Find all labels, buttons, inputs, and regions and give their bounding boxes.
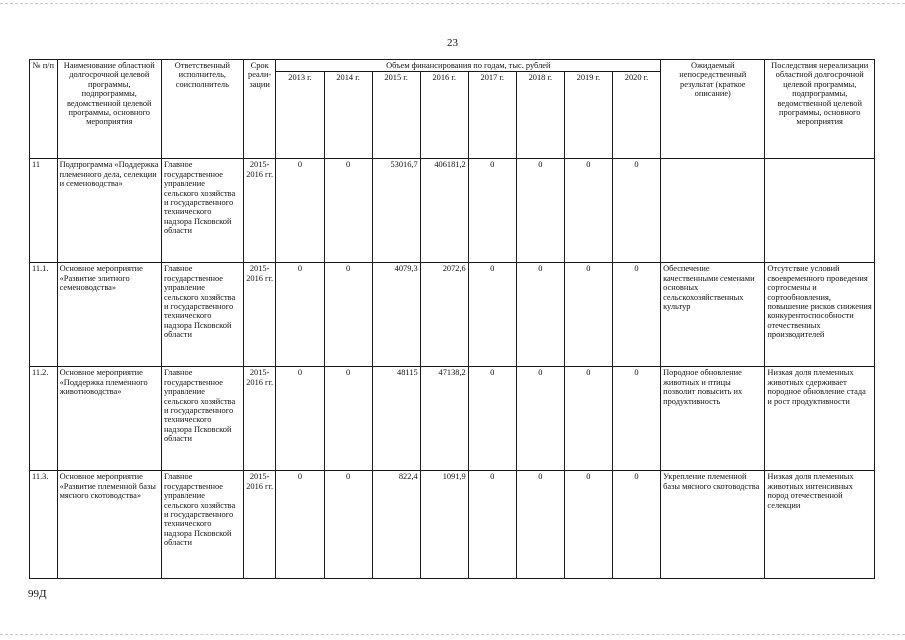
header-year: 2016 г. (420, 72, 468, 159)
row-value: 0 (468, 263, 516, 367)
row-term: 2015-2016 гг. (243, 367, 276, 471)
row-value: 0 (276, 367, 324, 471)
header-consequences: Последствия нереализации областной долгосрочной целевой программы, подпрограммы, ведомственной целевой программы, основного мероприятия (765, 60, 875, 159)
row-value: 0 (468, 471, 516, 579)
scan-edge-top (0, 3, 905, 4)
row-value: 53016,7 (372, 159, 420, 263)
row-value: 4079,3 (372, 263, 420, 367)
row-value: 0 (516, 263, 564, 367)
row-num: 11.3. (30, 471, 58, 579)
row-value: 0 (324, 367, 372, 471)
header-name: Наименование областной долгосрочной целевой программы, подпрограммы, ведомственной целевой программы, основного мероприятия (57, 60, 161, 159)
row-result: Породное обновление животных и птицы позволит повысить их продуктивность (661, 367, 765, 471)
page-number: 23 (447, 37, 458, 49)
row-num: 11.2. (30, 367, 58, 471)
row-value: 0 (324, 263, 372, 367)
row-value: 0 (564, 159, 612, 263)
row-term: 2015-2016 гг. (243, 263, 276, 367)
row-result: Укрепление племенной базы мясного скотоводства (661, 471, 765, 579)
header-year: 2015 г. (372, 72, 420, 159)
row-value: 0 (612, 367, 660, 471)
header-year: 2013 г. (276, 72, 324, 159)
table-row (30, 263, 875, 367)
row-value: 822,4 (372, 471, 420, 579)
row-result: Обеспечение качественными семенами основных сельскохозяйственных культур (661, 263, 765, 367)
row-value: 0 (468, 367, 516, 471)
row-name: Основное мероприятие «Развитие племенной базы мясного скотоводства» (57, 471, 161, 579)
table-row (30, 471, 875, 579)
row-responsible: Главное государственное управление сельского хозяйства и государственного технического надзора Псковской области (161, 159, 243, 263)
row-consequences: Низкая доля племенных животных интенсивных пород отечественной селекции (765, 471, 875, 579)
row-value: 0 (516, 471, 564, 579)
row-responsible: Главное государственное управление сельского хозяйства и государственного технического надзора Псковской области (161, 263, 243, 367)
row-value: 0 (564, 367, 612, 471)
row-value: 0 (564, 263, 612, 367)
row-consequences: Отсутствие условий своевременного проведения сортосмены и сортообновления, повышение рисков снижения конкурентоспособности отечественных производителей (765, 263, 875, 367)
row-value: 0 (516, 159, 564, 263)
header-year: 2020 г. (612, 72, 660, 159)
row-value: 0 (468, 159, 516, 263)
row-num: 11 (30, 159, 58, 263)
row-name: Основное мероприятие «Поддержка племенного животноводства» (57, 367, 161, 471)
row-value: 0 (324, 471, 372, 579)
row-term: 2015-2016 гг. (243, 159, 276, 263)
header-year: 2019 г. (564, 72, 612, 159)
row-name: Подпрограмма «Поддержка племенного дела, селекции и семеноводства» (57, 159, 161, 263)
row-result (661, 159, 765, 263)
row-responsible: Главное государственное управление сельского хозяйства и государственного технического надзора Псковской области (161, 367, 243, 471)
row-value: 0 (276, 263, 324, 367)
header-year: 2014 г. (324, 72, 372, 159)
table-row (30, 159, 875, 263)
header-num: № п/п (30, 60, 58, 159)
row-value: 1091,9 (420, 471, 468, 579)
row-value: 0 (612, 471, 660, 579)
row-value: 0 (612, 159, 660, 263)
row-name: Основное мероприятие «Развитие элитного семеноводства» (57, 263, 161, 367)
row-value: 0 (324, 159, 372, 263)
table-row (30, 367, 875, 471)
row-value: 2072,6 (420, 263, 468, 367)
scan-edge-bottom (0, 634, 905, 635)
row-consequences: Низкая доля племенных животных сдерживает породное обновление стада и рост продуктивности (765, 367, 875, 471)
header-row (30, 60, 875, 72)
header-year: 2017 г. (468, 72, 516, 159)
header-funding: Объем финансирования по годам, тыс. рублей (276, 60, 661, 72)
header-year: 2018 г. (516, 72, 564, 159)
row-value: 0 (564, 471, 612, 579)
row-value: 0 (612, 263, 660, 367)
header-term: Срок реали-зации (243, 60, 276, 159)
header-responsible: Ответственный исполнитель, соисполнитель (161, 60, 243, 159)
row-value: 406181,2 (420, 159, 468, 263)
row-value: 0 (276, 471, 324, 579)
funding-table (29, 59, 875, 579)
row-value: 47138,2 (420, 367, 468, 471)
row-consequences (765, 159, 875, 263)
footer-code: 99Д (28, 588, 47, 600)
row-value: 48115 (372, 367, 420, 471)
row-num: 11.1. (30, 263, 58, 367)
row-term: 2015-2016 гг. (243, 471, 276, 579)
row-value: 0 (276, 159, 324, 263)
header-result: Ожидаемый непосредственный результат (краткое описание) (661, 60, 765, 159)
row-value: 0 (516, 367, 564, 471)
row-responsible: Главное государственное управление сельского хозяйства и государственного технического надзора Псковской области (161, 471, 243, 579)
